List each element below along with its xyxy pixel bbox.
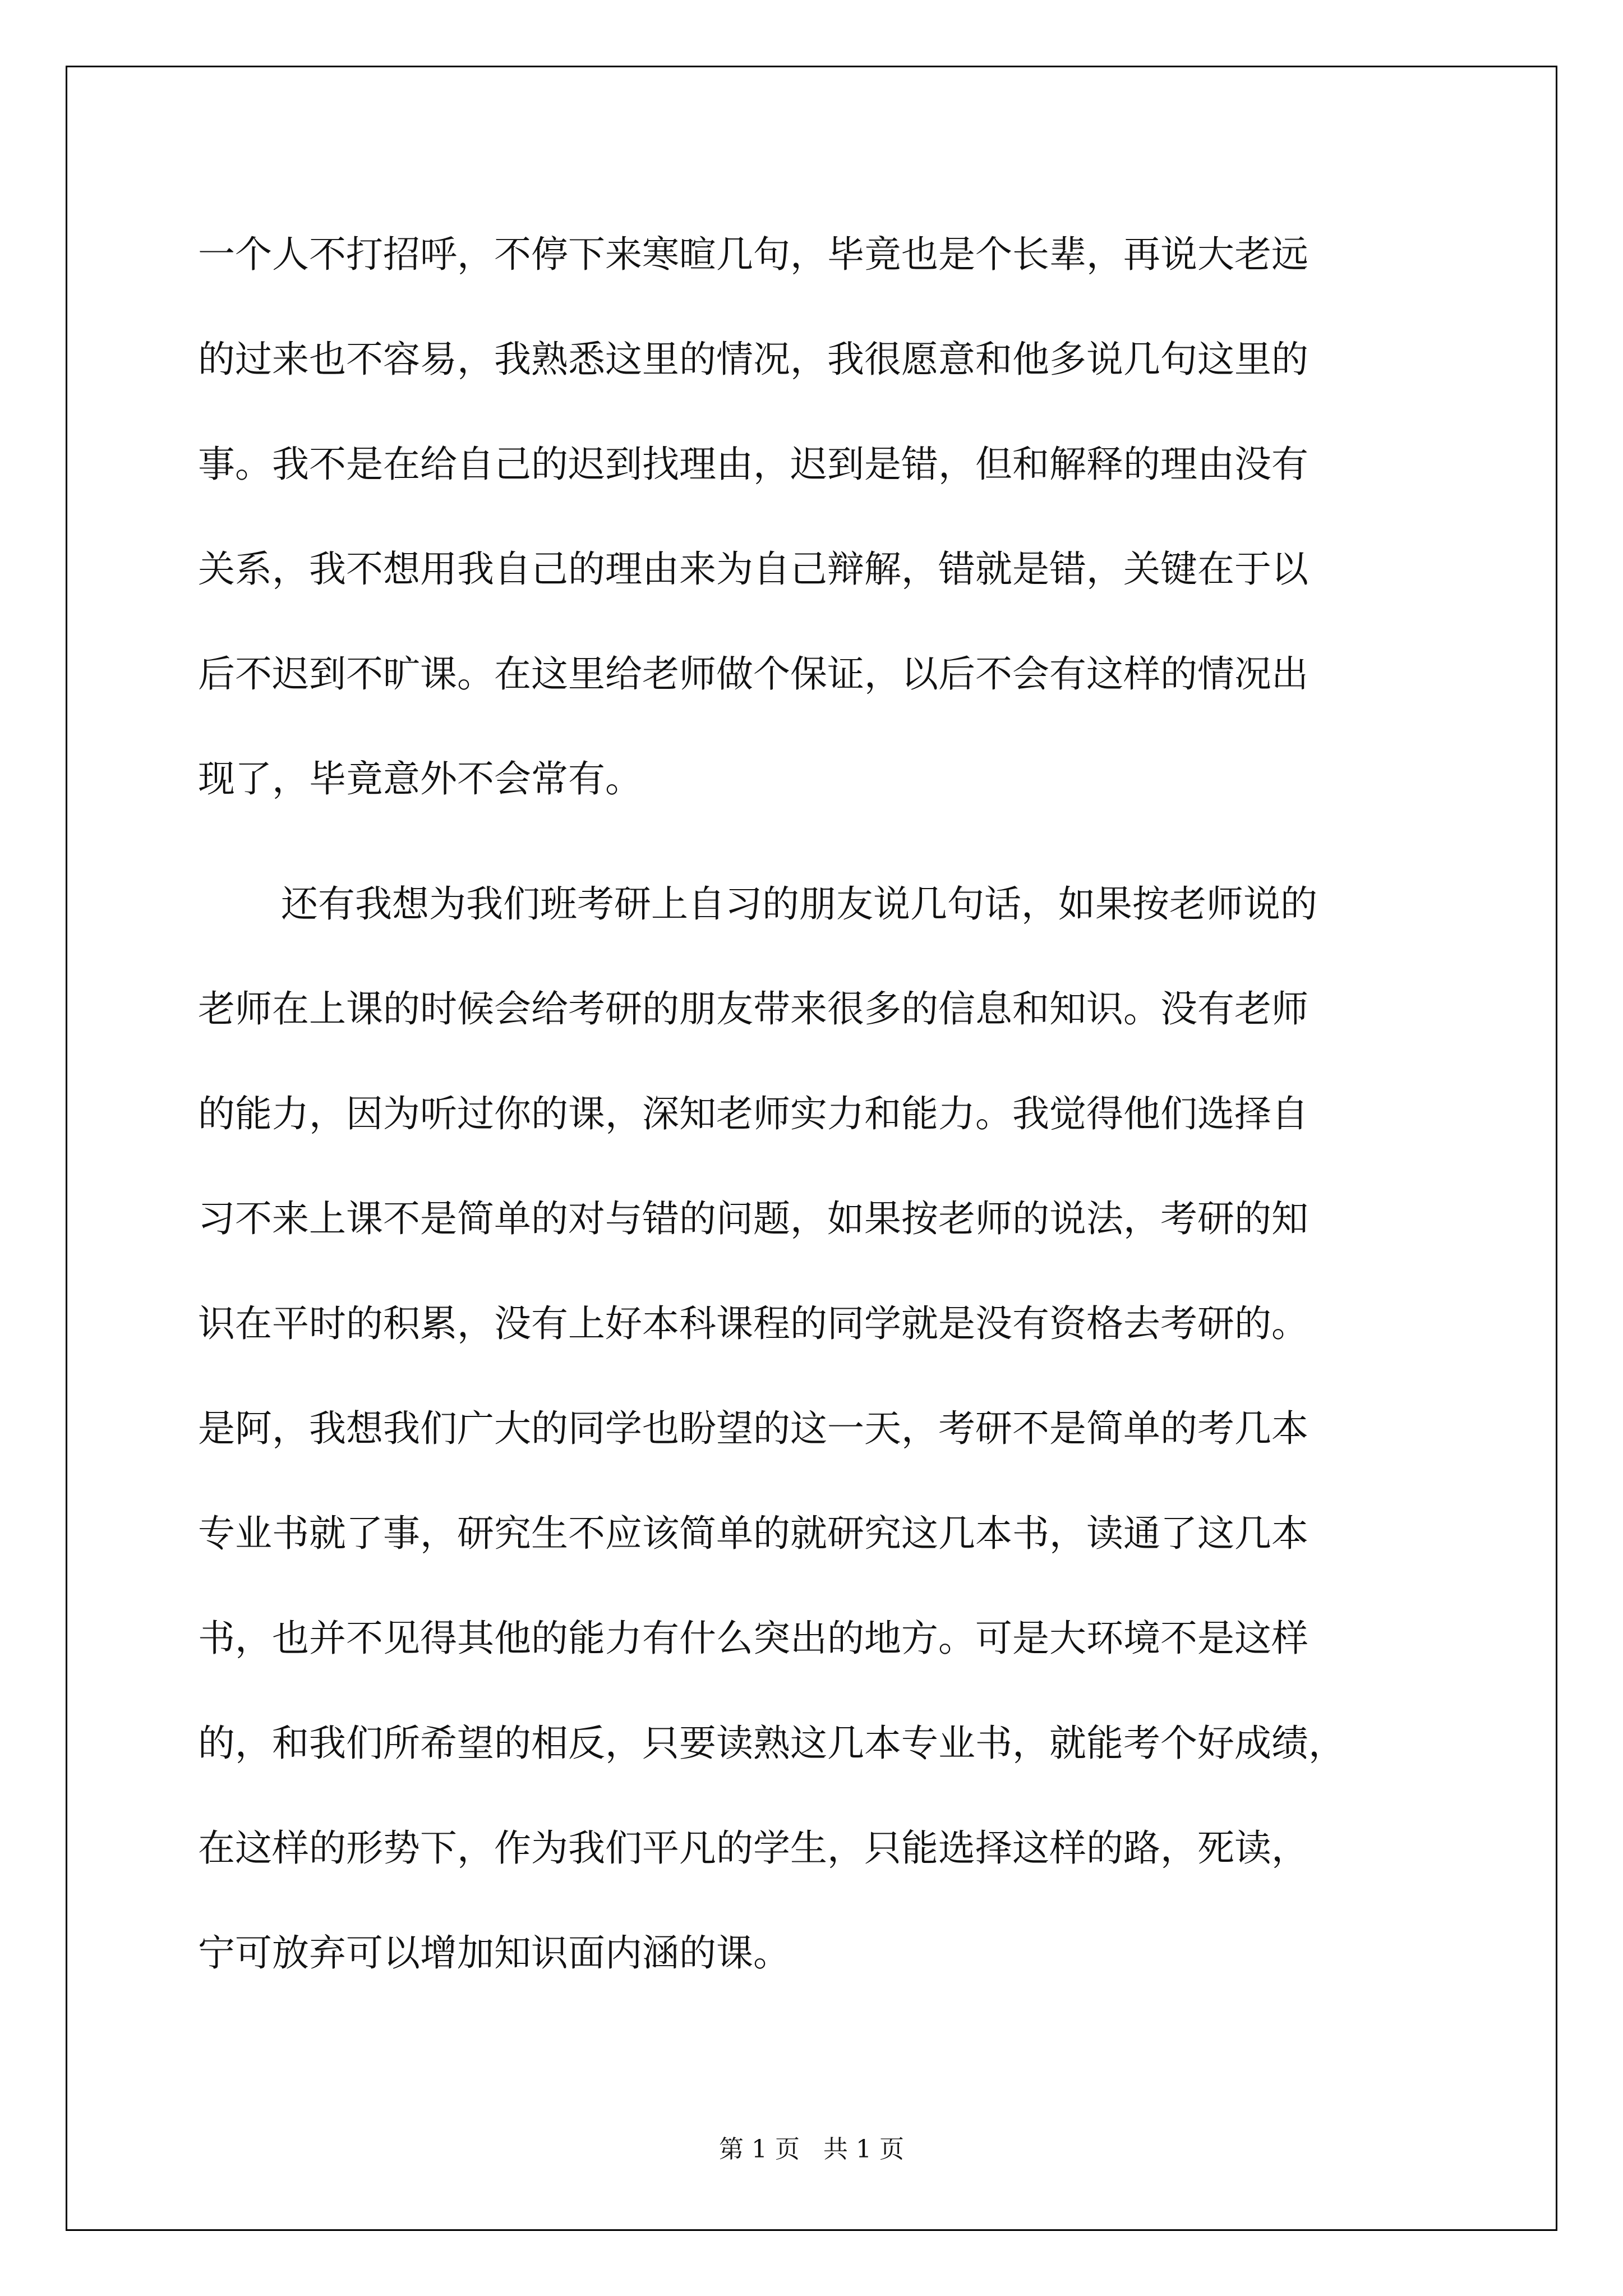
text-line: 的过来也不容易，我熟悉这里的情况，我很愿意和他多说几句这里的 [198, 338, 1308, 381]
text-line: 书，也并不见得其他的能力有什么突出的地方。可是大环境不是这样 [198, 1617, 1308, 1660]
text-line: 习不来上课不是简单的对与错的问题，如果按老师的说法，考研的知 [198, 1197, 1308, 1240]
page-number-footer: 第 1 页 共 1 页 [719, 2135, 904, 2164]
text-line: 的能力，因为听过你的课，深知老师实力和能力。我觉得他们选择自 [198, 1092, 1308, 1135]
paragraph-spacer [198, 831, 1460, 852]
text-line: 专业书就了事，研究生不应该简单的就研究这几本书，读通了这几本 [198, 1512, 1308, 1555]
text-line: 关系，我不想用我自己的理由来为自己辩解，错就是错，关键在于以 [198, 547, 1308, 591]
text-line: 还有我想为我们班考研上自习的朋友说几句话，如果按老师说的 [281, 882, 1317, 926]
text-line: 识在平时的积累，没有上好本科课程的同学就是没有资格去考研的。 [198, 1302, 1308, 1345]
text-line: 老师在上课的时候会给考研的朋友带来很多的信息和知识。没有老师 [198, 987, 1308, 1030]
text-line: 是阿，我想我们广大的同学也盼望的这一天，考研不是简单的考几本 [198, 1407, 1308, 1450]
text-line: 事。我不是在给自己的迟到找理由，迟到是错，但和解释的理由没有 [198, 443, 1308, 486]
text-line: 在这样的形势下，作为我们平凡的学生，只能选择这样的路，死读， [198, 1826, 1308, 1870]
text-line: 现了，毕竟意外不会常有。 [198, 757, 642, 800]
text-line: 宁可放弃可以增加知识面内涵的课。 [198, 1931, 790, 1975]
text-line: 后不迟到不旷课。在这里给老师做个保证，以后不会有这样的情况出 [198, 652, 1308, 696]
document-body [198, 202, 1460, 2005]
text-line: 一个人不打招呼，不停下来寒暄几句，毕竟也是个长辈，再说大老远 [198, 233, 1308, 276]
paragraph-2 [198, 852, 1460, 2005]
paragraph-1 [198, 202, 1460, 831]
text-line: 的，和我们所希望的相反，只要读熟这几本专业书，就能考个好成绩， [198, 1722, 1345, 1765]
